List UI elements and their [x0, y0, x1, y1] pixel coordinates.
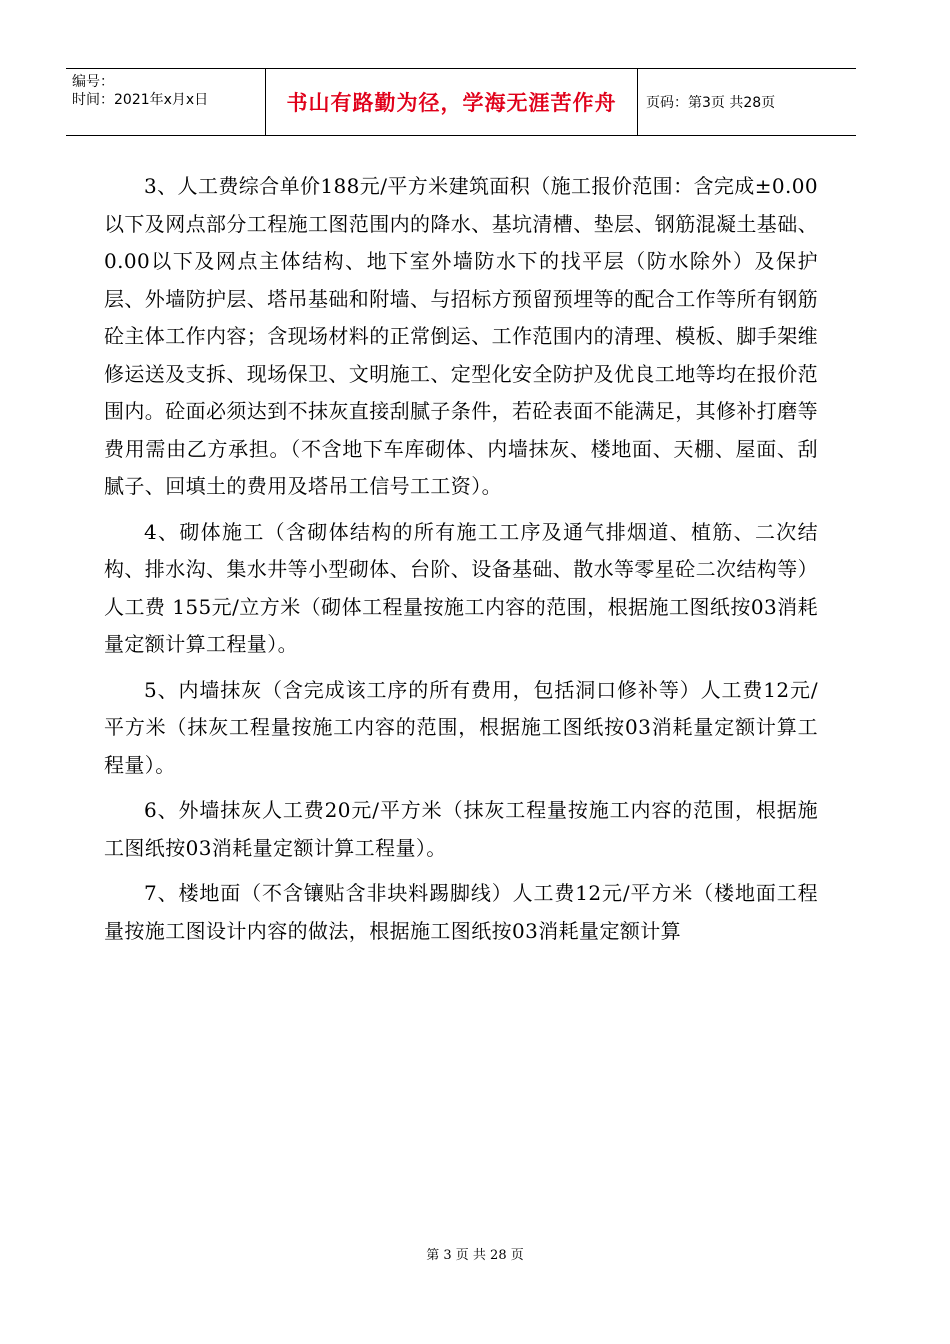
paragraph-item-7: 7、楼地面（不含镶贴含非块料踢脚线）人工费12元/平方米（楼地面工程量按施工图设计内容的做法，根据施工图纸按03消耗量定额计算 — [104, 881, 818, 943]
paragraph-item-6: 6、外墙抹灰人工费20元/平方米（抹灰工程量按施工内容的范围，根据施工图纸按03消耗量定额计算工程量）。 — [104, 798, 818, 860]
paragraph-item-3: 3、人工费综合单价188元/平方米建筑面积（施工报价范围：含完成±0.00以下及网点部分工程施工图范围内的降水、基坑清槽、垫层、钢筋混凝土基础、0.00以下及网点主体结构、地下室外墙防水下的找平层（防水除外）及保护层、外墙防护层、塔吊基础和附墙、与招标方预留预埋等的配合工作等所有钢筋砼主体工作内容；含现场材料的正常倒运、工作范围内的清理、模板、脚手架维修运送及支拆、现场保卫、文明施工、定型化安全防护及优良工地等均在报价范围内。砼面必须达到不抹灰直接刮腻子条件，若砼表面不能满足，其修补打磨等费用需由乙方承担。（不含地下车库砌体、内墙抹灰、楼地面、天棚、屋面、刮腻子、回填土的费用及塔吊工信号工工资）。 — [104, 174, 818, 498]
paragraph-item-4: 4、砌体施工（含砌体结构的所有施工工序及通气排烟道、植筋、二次结构、排水沟、集水井等小型砌体、台阶、设备基础、散水等零星砼二次结构等）人工费 155元/立方米（砌体工程量按施工内容的范围，根据施工图纸按03消耗量定额计算工程量）。 — [104, 519, 818, 656]
header-meta — [66, 69, 266, 135]
document-number-label: 编号： — [72, 74, 114, 90]
header-motto: 书山有路勤为径，学海无涯苦作舟 — [266, 69, 638, 135]
document-time-label: 时间：2021年x月x日 — [72, 92, 209, 108]
document-body — [104, 168, 818, 950]
paragraph-item-5: 5、内墙抹灰（含完成该工序的所有费用，包括洞口修补等）人工费12元/平方米（抹灰工程量按施工内容的范围，根据施工图纸按03消耗量定额计算工程量）。 — [104, 677, 818, 777]
header-page-label: 页码：第3页 共28页 — [646, 95, 776, 111]
page-header — [66, 68, 856, 136]
page-footer: 第 3 页 共 28 页 — [426, 1248, 524, 1263]
